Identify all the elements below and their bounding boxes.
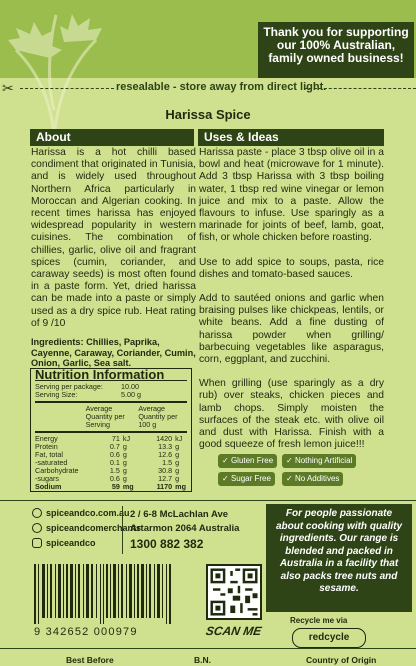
about-heading: About	[30, 129, 194, 146]
nutrition-cell: g	[122, 466, 127, 475]
nutrition-cell: g	[122, 450, 127, 459]
website-link[interactable]: spiceandco.com.au	[32, 508, 130, 518]
nutrition-cell: 12.6	[158, 450, 173, 459]
divider	[35, 401, 187, 403]
uses-paragraph: Use to add spice to soups, pasta, rice dishes and tomato-based sauces.	[199, 256, 384, 280]
phone-number: 1300 882 382	[130, 537, 204, 551]
nutrition-cell: g	[175, 466, 180, 475]
divider	[0, 648, 416, 649]
nutrition-cell: 1.5	[162, 458, 173, 467]
thanks-banner: Thank you for supporting our 100% Australian, family owned business!	[258, 22, 414, 78]
address: 2 / 6-8 McLachlan Ave Artarmon 2064 Australia	[130, 509, 240, 534]
instagram-link[interactable]: spiceandco	[32, 538, 96, 548]
about-paragraph: Harissa is a hot chilli based condiment that originated in Tunisia, and is widely used throughout Northern Africa particularly in Moroccan and Algerian cooking. In recent times harissa has enjoyed widespread popularity in western cuisines. The combination of chillies, garlic, olive oil and fragrant spices (cumin, coriander, and caraway seeds) is most often found in a paste form. Yet, dried harissa can be made into a paste or simply used as a dry spice rub. Heat rating of 9 /10	[31, 147, 196, 329]
nutrition-cell: g	[175, 474, 180, 483]
uses-text	[199, 147, 384, 463]
nutrition-cell: g	[122, 474, 127, 483]
cut-line	[304, 88, 416, 89]
instagram-icon	[32, 538, 42, 548]
cut-line	[20, 88, 114, 89]
about-text	[31, 147, 196, 342]
nutrition-cell: 0.6	[109, 450, 120, 459]
nutrition-cell: g	[175, 450, 180, 459]
size-row: Serving Size: 5.00 g	[35, 390, 141, 399]
ingredients: Ingredients: Chillies, Paprika, Cayenne, Caraway, Coriander, Cumin, Onion, Garlic, Sea salt.	[31, 337, 196, 369]
nutrition-cell: kJ	[122, 434, 131, 443]
recycle-label: Recycle me via	[290, 616, 348, 625]
nutrition-col-heads: Average Quantity per Serving Average Quantity per 100 g	[85, 404, 178, 429]
nutrition-cell: 0.6	[109, 474, 120, 483]
nutrition-cell: 30.8	[158, 466, 173, 475]
tag-no-additives: ✓ No Additives	[282, 472, 343, 486]
redcycle-logo: redcycle	[292, 628, 366, 648]
nutrition-cell: g	[122, 458, 127, 467]
nutrition-cell: 59	[111, 482, 120, 491]
tag-nothing-artificial: ✓ Nothing Artificial	[282, 454, 356, 468]
uses-heading: Uses & Ideas	[198, 129, 384, 146]
nutrition-cell: g	[122, 442, 127, 451]
nutrition-cell: 71	[111, 434, 120, 443]
globe-icon	[32, 508, 42, 518]
product-title: Harissa Spice	[165, 107, 251, 122]
nutrition-title: Nutrition Information	[35, 371, 187, 381]
nutrition-cell: 12.7	[158, 474, 173, 483]
uses-paragraph: Add to sautéed onions and garlic when braising pulses like chickpeas, lentils, or white beans. Add a fine dusting of harissa powder when grilling/ barbecuing vegetables like asparagus, corn, eggplant, and zucchini.	[199, 293, 384, 366]
section-divider	[0, 500, 416, 501]
best-before-label: Best Before	[66, 655, 114, 665]
batch-number-label: B.N.	[194, 655, 211, 665]
nutrition-cell: mg	[122, 482, 134, 491]
nutrition-cell: g	[175, 458, 180, 467]
nutrition-panel	[30, 368, 192, 492]
tag-gluten-free: ✓ Gluten Free	[218, 454, 277, 468]
scissors-icon: ✂	[2, 80, 14, 96]
nutrition-cell: 0.1	[109, 458, 120, 467]
nutrition-cell: 0.7	[109, 442, 120, 451]
uses-paragraph: Harissa paste - place 3 tbsp olive oil in a bowl and heat (microwave for 1 minute). Add 3 tbsp Harissa with 3 tbsp boiling water, 1 tbsp red wine vinegar or lemon juice and mix to a paste. Allow the flavours to infuse. Use sparingly as a marinade for joints of beef, lamb, goat, fish, or whole chicken before roasting.	[199, 147, 384, 244]
divider	[122, 506, 123, 554]
scan-me-label: SCAN ME	[204, 624, 263, 638]
nutrition-cell: Protein	[35, 442, 58, 451]
nutrition-cell: Sodium	[35, 482, 62, 491]
nutrition-cell: -sugars	[35, 474, 59, 483]
nutrition-cell: g	[175, 442, 180, 451]
facebook-icon	[32, 523, 42, 533]
facebook-link[interactable]: spiceandcomerchants	[32, 523, 141, 533]
nutrition-cell: Energy	[35, 434, 58, 443]
barcode	[34, 564, 172, 624]
servings-row: Serving per package: 10.00	[35, 382, 139, 391]
nutrition-cell: mg	[175, 482, 186, 491]
nutrition-row	[35, 483, 187, 491]
nutrition-cell: 13.3	[158, 442, 173, 451]
qr-code[interactable]	[206, 564, 262, 620]
about-company-box: For people passionate about cooking with quality ingredients. Our range is blended and packed in Australia in a facility that also packs tree nuts and sesame.	[266, 504, 412, 612]
nutrition-cell: 1.5	[109, 466, 120, 475]
nutrition-cell: 1420	[156, 434, 173, 443]
nutrition-cell: -saturated	[35, 458, 68, 467]
country-of-origin-label: Country of Origin	[306, 655, 377, 665]
tag-sugar-free: ✓ Sugar Free	[218, 472, 275, 486]
divider	[35, 431, 187, 433]
nutrition-cell: Carbohydrate	[35, 466, 79, 475]
nutrition-cell: 1170	[156, 482, 173, 491]
reseal-note: resealable - store away from direct light.	[116, 81, 327, 93]
nutrition-rows	[35, 435, 187, 491]
barcode-number: 9 342652 000979	[34, 626, 138, 638]
uses-paragraph: When grilling (use sparingly as a dry rub) over steaks, chicken pieces and lamb chops. Simply moisten the surfaces of the steak etc. with olive oil and dust with Harissa. Finish with a good squeeze of fresh lemon juice!!!	[199, 378, 384, 451]
nutrition-cell: Fat, total	[35, 450, 63, 459]
nutrition-cell: kJ	[175, 434, 183, 443]
